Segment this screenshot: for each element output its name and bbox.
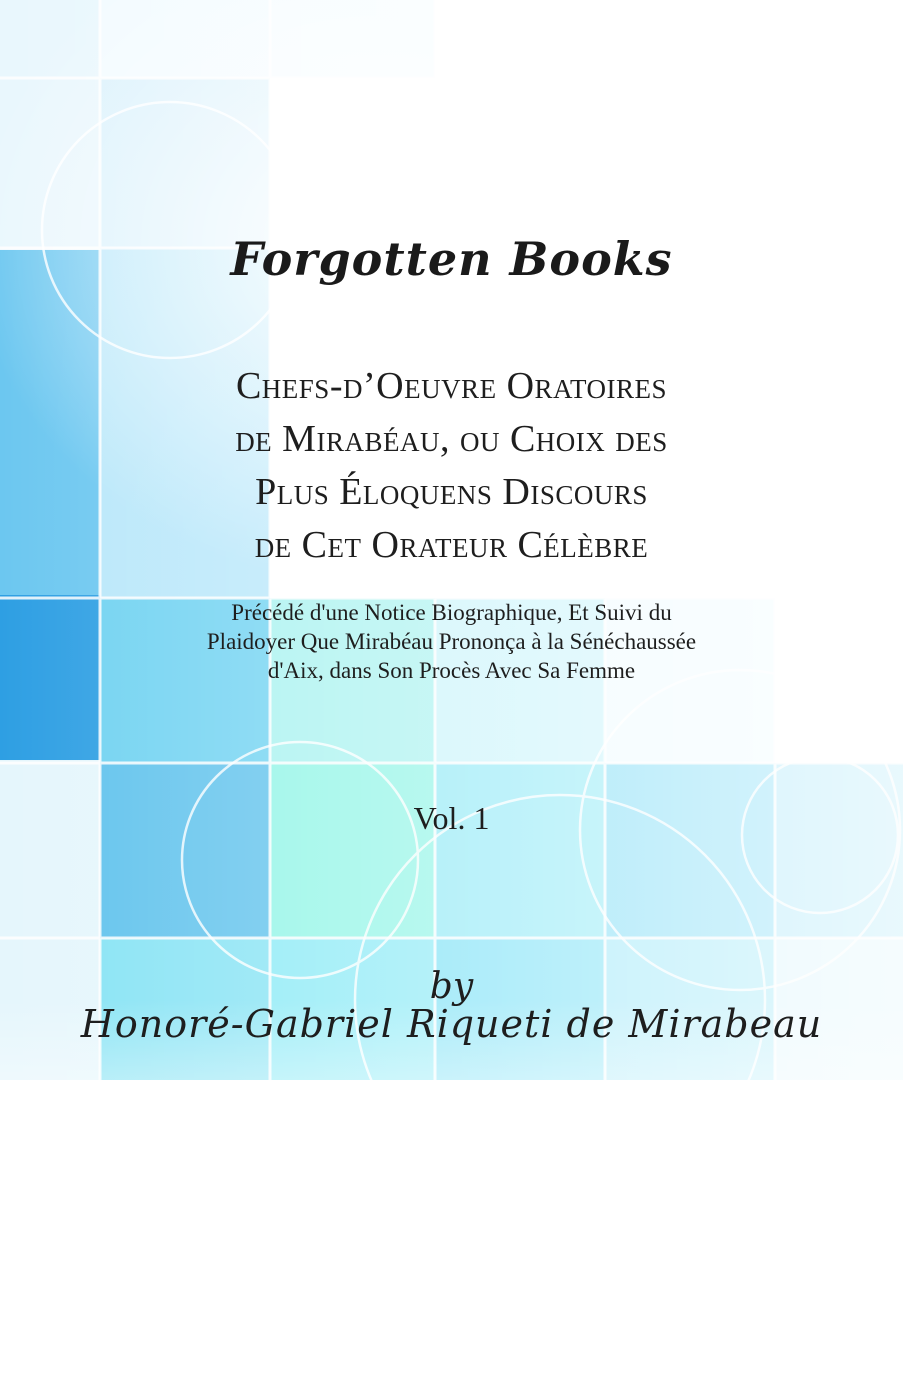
publisher-logo: [0, 232, 903, 286]
book-subtitle: [0, 598, 903, 685]
subtitle-line: d'Aix, dans Son Procès Avec Sa Femme: [267, 658, 636, 683]
title-line: de Mirabéau, ou Choix des: [235, 418, 668, 460]
subtitle-line: Plaidoyer Que Mirabéau Prononça à la Sénéchaussée: [206, 629, 697, 654]
by-label: by: [429, 966, 474, 1007]
author-name: Honoré-Gabriel Riqueti de Mirabeau: [80, 1002, 823, 1046]
title-line: Plus Éloquens Discours: [255, 471, 648, 513]
subtitle-line: Précédé d'une Notice Biographique, Et Suivi du: [231, 600, 672, 625]
title-line: de Cet Orateur Célèbre: [254, 524, 649, 566]
book-title: [0, 360, 903, 572]
publisher-name: Forgotten Books: [230, 232, 673, 286]
title-line: Chefs-d’Oeuvre Oratoires: [235, 365, 668, 407]
volume-label: Vol. 1: [413, 800, 490, 836]
